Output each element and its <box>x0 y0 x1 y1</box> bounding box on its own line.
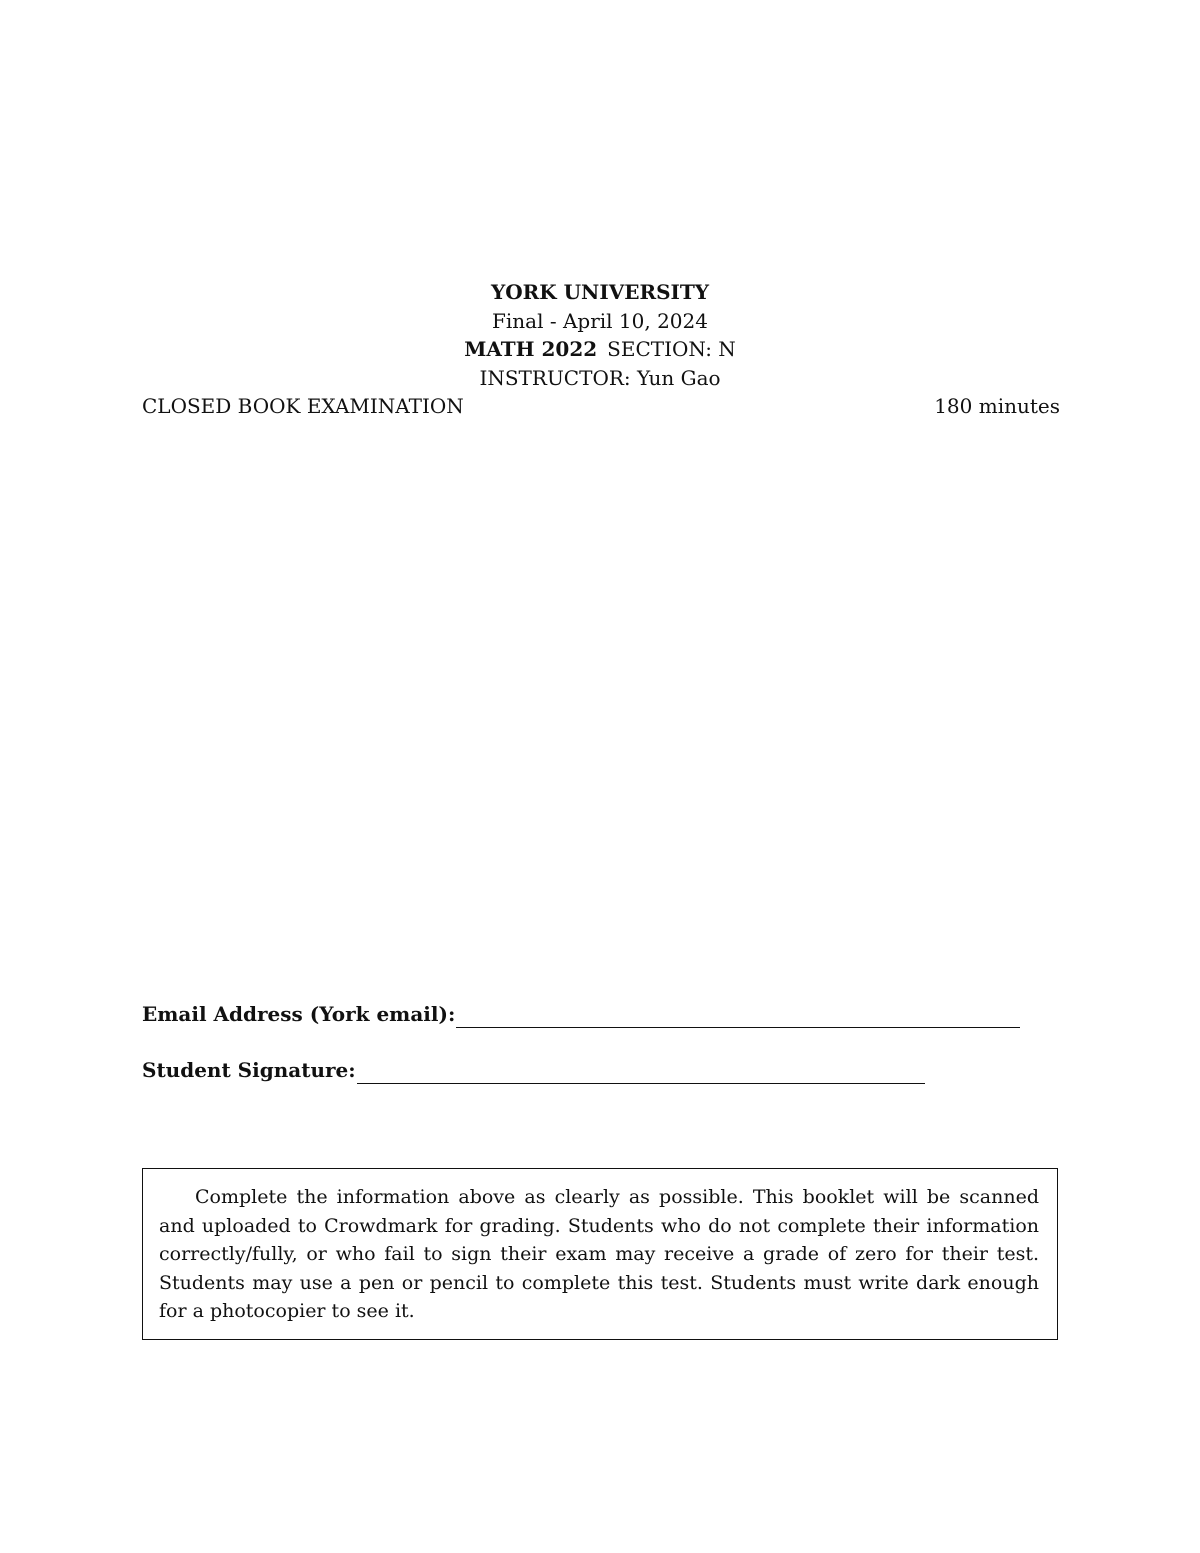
exam-info-row <box>142 392 1060 420</box>
exam-date: Final - April 10, 2024 <box>492 308 708 333</box>
instructions-box <box>142 1168 1058 1340</box>
email-label: Email Address (York email): <box>142 1002 456 1026</box>
course-code: MATH 2022 <box>464 337 598 361</box>
email-blank-line[interactable] <box>456 1005 1020 1028</box>
signature-blank-line[interactable] <box>357 1061 925 1084</box>
exam-type: CLOSED BOOK EXAMINATION <box>142 394 464 418</box>
signature-label: Student Signature: <box>142 1058 356 1082</box>
section-label: SECTION: N <box>607 337 736 361</box>
instructions-text: Complete the information above as clearly as possible. This booklet will be scanned and uploaded to Crowdmark for grading. Students who do not complete their information correctly/fully, or who fail to sign their exam may receive a grade of zero for their test. Students may use a pen or pencil to complete this test. Students must write dark enough for a photocopier to see it. <box>159 1186 1039 1322</box>
course-section-line <box>0 335 1200 364</box>
signature-field <box>142 1056 925 1084</box>
email-field <box>142 1000 1020 1028</box>
exam-duration: 180 minutes <box>934 394 1060 418</box>
exam-header <box>0 278 1200 392</box>
university-name: YORK UNIVERSITY <box>490 280 710 304</box>
instructor-line: INSTRUCTOR: Yun Gao <box>479 365 721 390</box>
